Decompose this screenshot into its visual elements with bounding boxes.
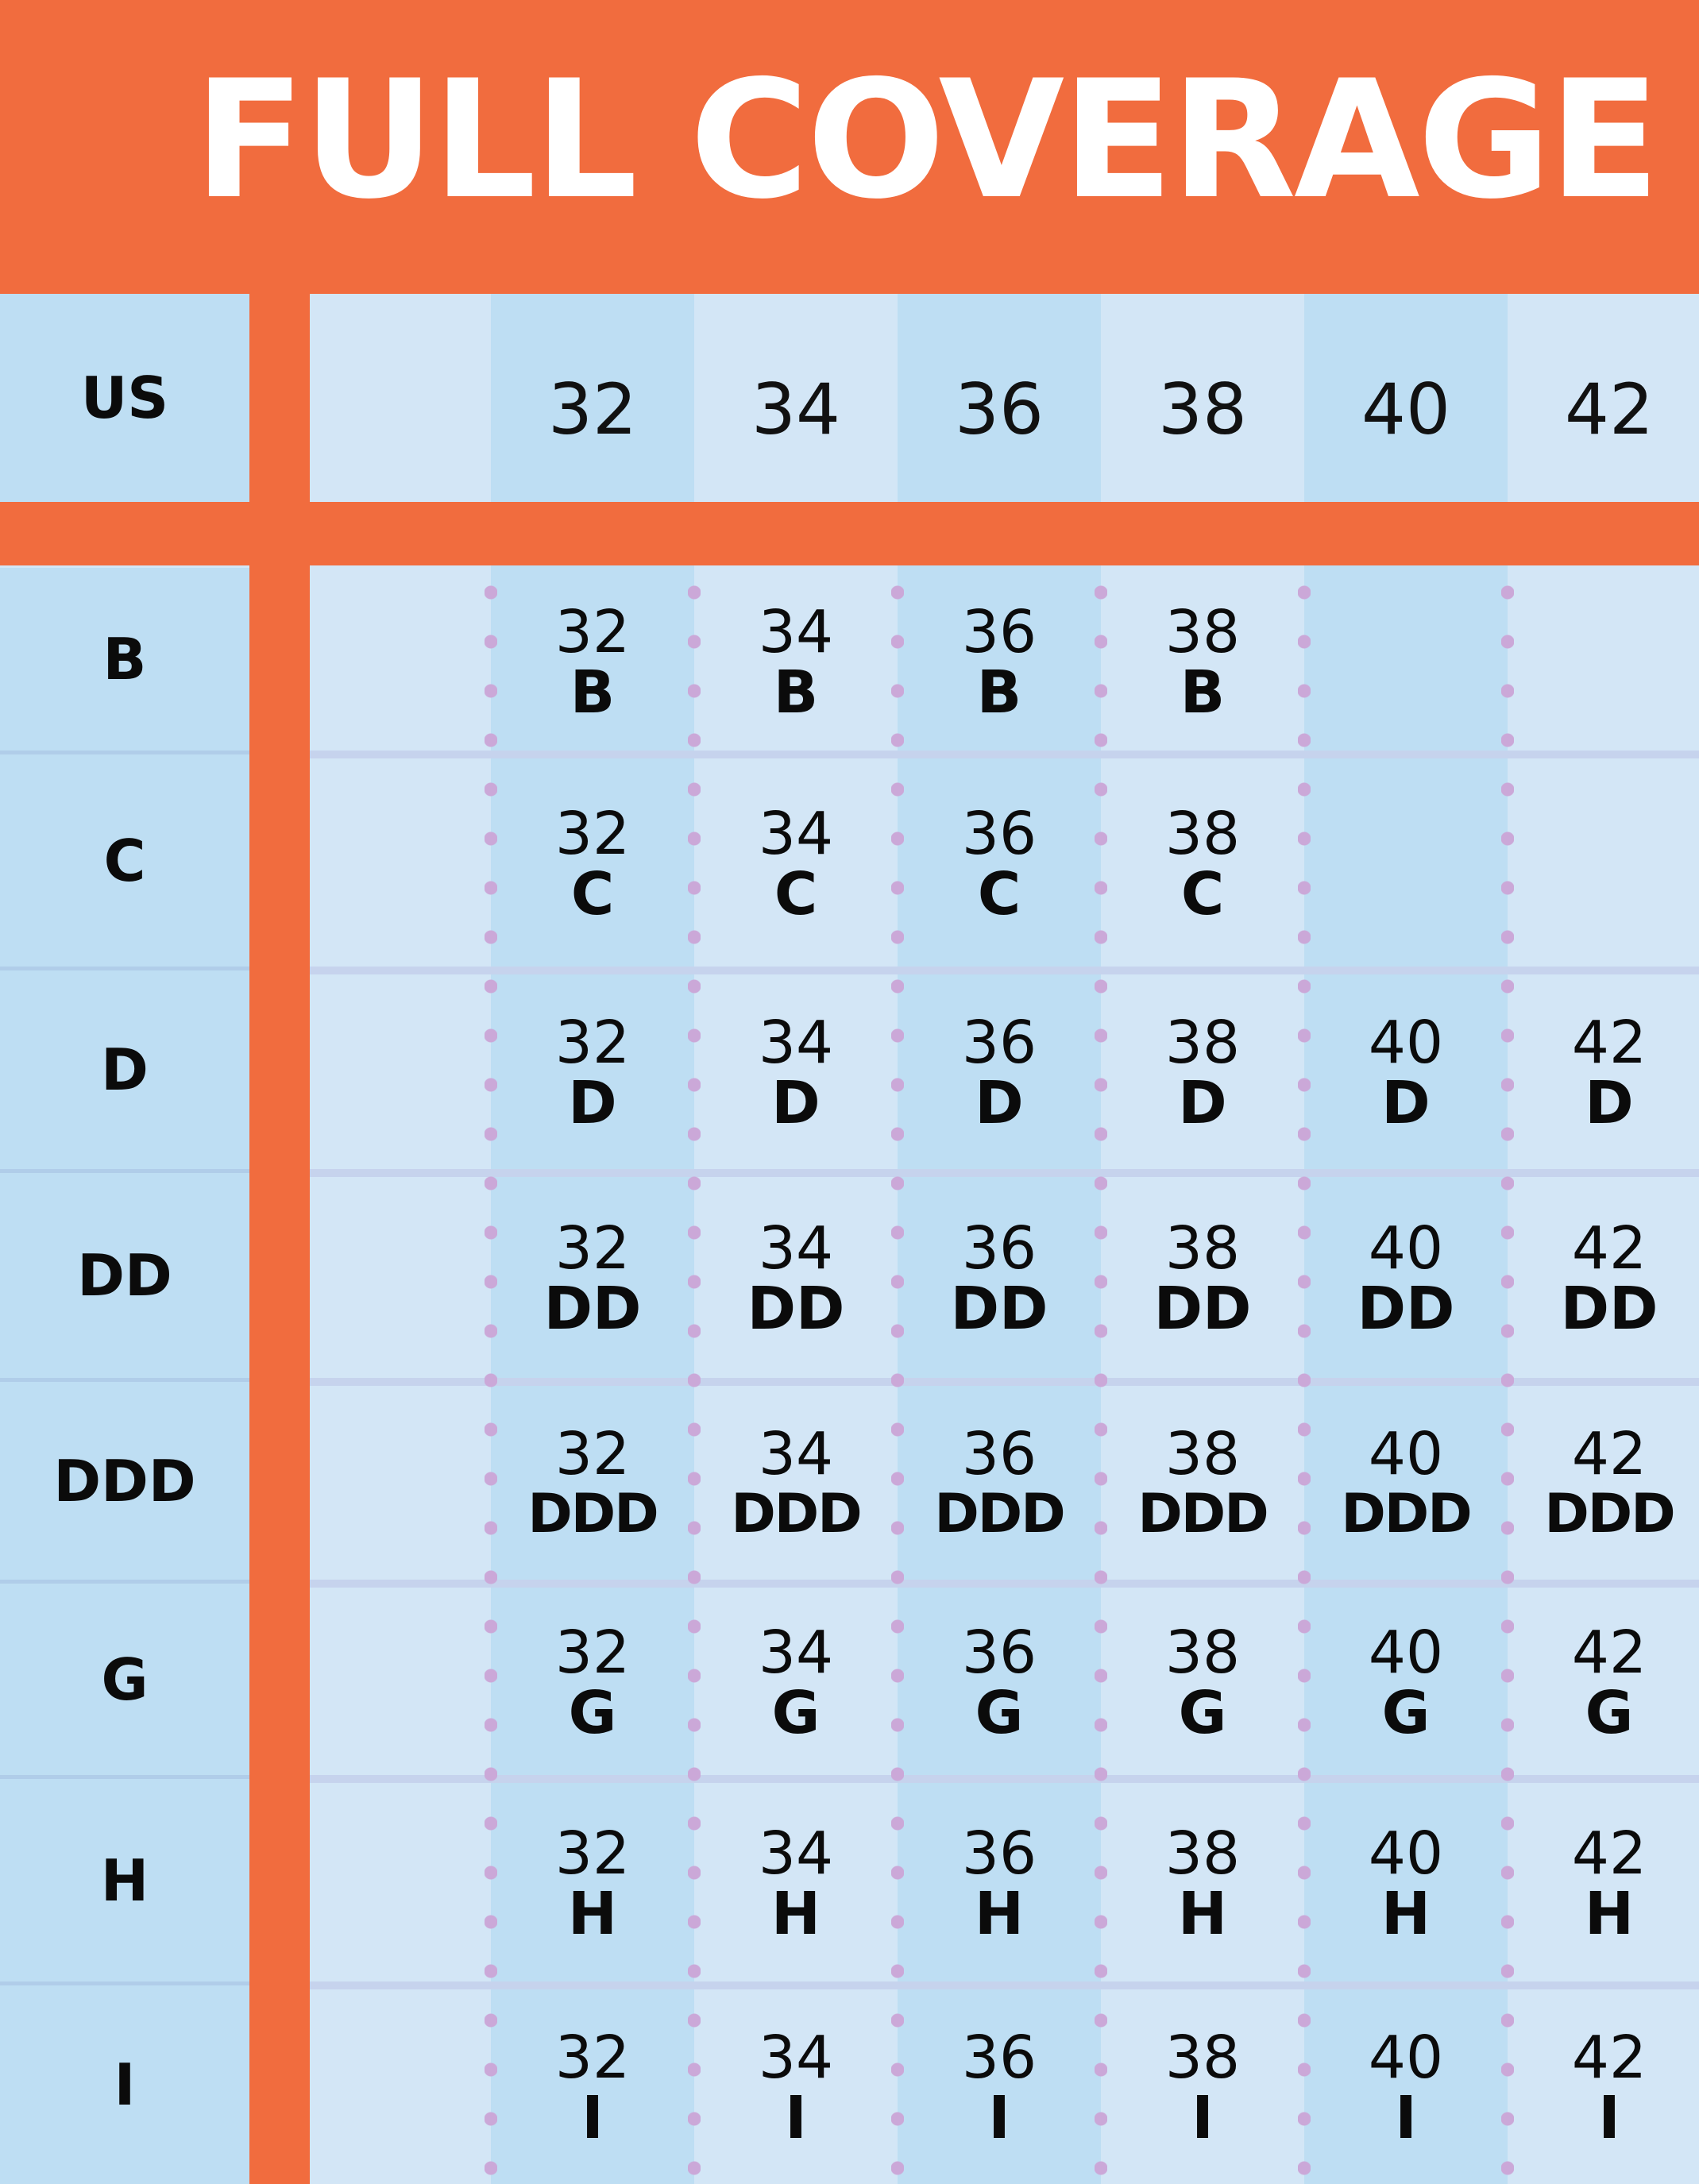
cell-band: 40 — [1368, 1819, 1444, 1888]
cup-label: I — [0, 1985, 249, 2184]
cell-cup: H — [975, 1879, 1024, 1948]
size-cell — [694, 1819, 898, 1948]
cell-band: 34 — [758, 1214, 834, 1283]
cup-label: DD — [0, 1173, 249, 1378]
size-cell — [491, 1009, 694, 1137]
size-cell — [491, 1214, 694, 1343]
cell-band: 34 — [758, 1419, 834, 1488]
size-cell — [694, 1009, 898, 1137]
size-cell — [1304, 1618, 1508, 1747]
band-header: 38 — [1158, 369, 1247, 450]
cell-band: 32 — [554, 1419, 631, 1488]
label-divider-bar — [249, 294, 310, 2184]
row-divider — [310, 967, 1699, 974]
cell-band: 40 — [1368, 1009, 1444, 1077]
cell-band: 40 — [1368, 1214, 1444, 1283]
size-cell — [1508, 1618, 1699, 1747]
cell-cup: DD — [747, 1275, 845, 1343]
cell-band: 36 — [961, 1419, 1037, 1488]
cell-band: 38 — [1164, 1419, 1241, 1488]
cell-cup: D — [568, 1069, 617, 1137]
cell-cup: H — [771, 1879, 821, 1948]
band-header: 40 — [1361, 369, 1450, 450]
cell-band: 36 — [961, 1618, 1037, 1687]
cup-label: B — [0, 568, 249, 751]
row-divider — [310, 751, 1699, 758]
cell-cup: I — [1598, 2084, 1620, 2152]
cell-band: 36 — [961, 1214, 1037, 1283]
size-cell — [491, 598, 694, 727]
cell-band: 42 — [1571, 1214, 1647, 1283]
cell-cup: DDD — [1137, 1482, 1268, 1545]
size-cell — [898, 1009, 1101, 1137]
cell-band: 40 — [1368, 1618, 1444, 1687]
size-cell — [491, 799, 694, 928]
cell-cup: D — [1178, 1069, 1227, 1137]
cell-band: 38 — [1164, 2024, 1241, 2092]
cell-cup: I — [581, 2084, 604, 2152]
cell-band: 36 — [961, 1009, 1037, 1077]
title-banner — [0, 0, 1699, 294]
cell-cup: C — [570, 859, 615, 928]
cell-band: 32 — [554, 1214, 631, 1283]
cell-cup: I — [1395, 2084, 1417, 2152]
size-cell — [491, 1819, 694, 1948]
size-cell — [694, 598, 898, 727]
size-cell — [1304, 1214, 1508, 1343]
cell-cup: H — [1178, 1879, 1227, 1948]
cell-band: 34 — [758, 598, 834, 666]
size-cell — [898, 1618, 1101, 1747]
row-divider — [310, 1580, 1699, 1588]
cell-cup: C — [1180, 859, 1225, 928]
cell-cup: DD — [543, 1275, 642, 1343]
band-header: 34 — [751, 369, 840, 450]
us-label: US — [0, 294, 249, 502]
cell-band: 32 — [554, 799, 631, 868]
cell-band: 38 — [1164, 1819, 1241, 1888]
size-cell — [694, 1618, 898, 1747]
cell-cup: I — [785, 2084, 807, 2152]
cell-cup: G — [1381, 1678, 1431, 1747]
size-cell — [1508, 1009, 1699, 1137]
cell-band: 32 — [554, 598, 631, 666]
cell-cup: DD — [1357, 1275, 1455, 1343]
cell-band: 42 — [1571, 2024, 1647, 2092]
cell-band: 36 — [961, 598, 1037, 666]
size-cell — [898, 1214, 1101, 1343]
size-cell — [1101, 1009, 1304, 1137]
cell-band: 38 — [1164, 1618, 1241, 1687]
cell-cup: H — [1381, 1879, 1431, 1948]
cell-band: 36 — [961, 799, 1037, 868]
cell-band: 32 — [554, 2024, 631, 2092]
size-cell — [1101, 1214, 1304, 1343]
cell-band: 42 — [1571, 1618, 1647, 1687]
cell-band: 40 — [1368, 1419, 1444, 1488]
size-cell — [1304, 1009, 1508, 1137]
cell-cup: B — [1180, 658, 1226, 727]
cell-cup: B — [570, 658, 616, 727]
cell-cup: H — [568, 1879, 617, 1948]
cell-cup: DDD — [934, 1482, 1064, 1545]
size-cell — [694, 1214, 898, 1343]
cup-label: D — [0, 970, 249, 1169]
cell-cup: H — [1585, 1879, 1634, 1948]
cell-band: 38 — [1164, 1009, 1241, 1077]
cell-cup: G — [1178, 1678, 1227, 1747]
size-cell — [1101, 598, 1304, 727]
cell-band: 34 — [758, 2024, 834, 2092]
size-cell — [898, 598, 1101, 727]
cell-band: 34 — [758, 799, 834, 868]
cell-cup: D — [1585, 1069, 1634, 1137]
cup-label: H — [0, 1779, 249, 1981]
cell-cup: B — [773, 658, 819, 727]
size-cell — [694, 799, 898, 928]
cell-band: 38 — [1164, 1214, 1241, 1283]
size-cell — [1304, 1419, 1508, 1545]
size-cell — [898, 1819, 1101, 1948]
size-cell — [1101, 1618, 1304, 1747]
band-header: 42 — [1565, 369, 1654, 450]
size-cell — [491, 2024, 694, 2152]
size-cell — [1508, 1419, 1699, 1545]
cell-cup: DDD — [1341, 1482, 1471, 1545]
cell-cup: G — [975, 1678, 1024, 1747]
size-cell — [1101, 799, 1304, 928]
cell-band: 32 — [554, 1618, 631, 1687]
cell-cup: D — [771, 1069, 821, 1137]
page-title: FULL COVERAGE — [194, 46, 1658, 235]
cell-band: 36 — [961, 2024, 1037, 2092]
cell-band: 38 — [1164, 598, 1241, 666]
cell-band: 42 — [1571, 1419, 1647, 1488]
cell-cup: G — [1585, 1678, 1634, 1747]
cell-cup: I — [988, 2084, 1010, 2152]
size-cell — [694, 2024, 898, 2152]
cell-band: 42 — [1571, 1009, 1647, 1077]
size-cell — [1101, 1419, 1304, 1545]
cell-band: 38 — [1164, 799, 1241, 868]
size-cell — [898, 2024, 1101, 2152]
cell-cup: DD — [1560, 1275, 1658, 1343]
row-divider — [310, 1169, 1699, 1177]
cell-cup: C — [977, 859, 1021, 928]
cell-cup: DDD — [1544, 1482, 1674, 1545]
row-divider — [310, 1981, 1699, 1989]
cup-label: C — [0, 754, 249, 967]
cell-band: 40 — [1368, 2024, 1444, 2092]
size-cell — [1508, 1819, 1699, 1948]
size-cell — [1508, 2024, 1699, 2152]
size-cell — [491, 1419, 694, 1545]
cell-band: 42 — [1571, 1819, 1647, 1888]
cup-label: DDD — [0, 1382, 249, 1580]
size-cell — [694, 1419, 898, 1545]
cell-cup: DD — [950, 1275, 1048, 1343]
cell-cup: DDD — [731, 1482, 861, 1545]
cell-band: 36 — [961, 1819, 1037, 1888]
cell-cup: C — [774, 859, 818, 928]
size-cell — [1304, 2024, 1508, 2152]
cell-cup: DDD — [527, 1482, 658, 1545]
cell-band: 34 — [758, 1819, 834, 1888]
row-divider — [310, 1775, 1699, 1783]
cell-band: 34 — [758, 1618, 834, 1687]
cell-cup: B — [976, 658, 1022, 727]
row-divider — [310, 1378, 1699, 1386]
cell-band: 32 — [554, 1819, 631, 1888]
cell-cup: D — [975, 1069, 1024, 1137]
cell-band: 32 — [554, 1009, 631, 1077]
size-cell — [1101, 1819, 1304, 1948]
size-cell — [898, 1419, 1101, 1545]
cell-cup: I — [1191, 2084, 1214, 2152]
cell-cup: G — [568, 1678, 617, 1747]
size-cell — [1508, 1214, 1699, 1343]
size-cell — [1101, 2024, 1304, 2152]
size-cell — [491, 1618, 694, 1747]
band-header: 36 — [955, 369, 1044, 450]
band-header: 32 — [548, 369, 637, 450]
cell-cup: D — [1381, 1069, 1431, 1137]
size-cell — [1304, 1819, 1508, 1948]
cup-label: G — [0, 1584, 249, 1775]
cell-cup: G — [771, 1678, 821, 1747]
cell-band: 34 — [758, 1009, 834, 1077]
size-cell — [898, 799, 1101, 928]
cell-cup: DD — [1153, 1275, 1252, 1343]
